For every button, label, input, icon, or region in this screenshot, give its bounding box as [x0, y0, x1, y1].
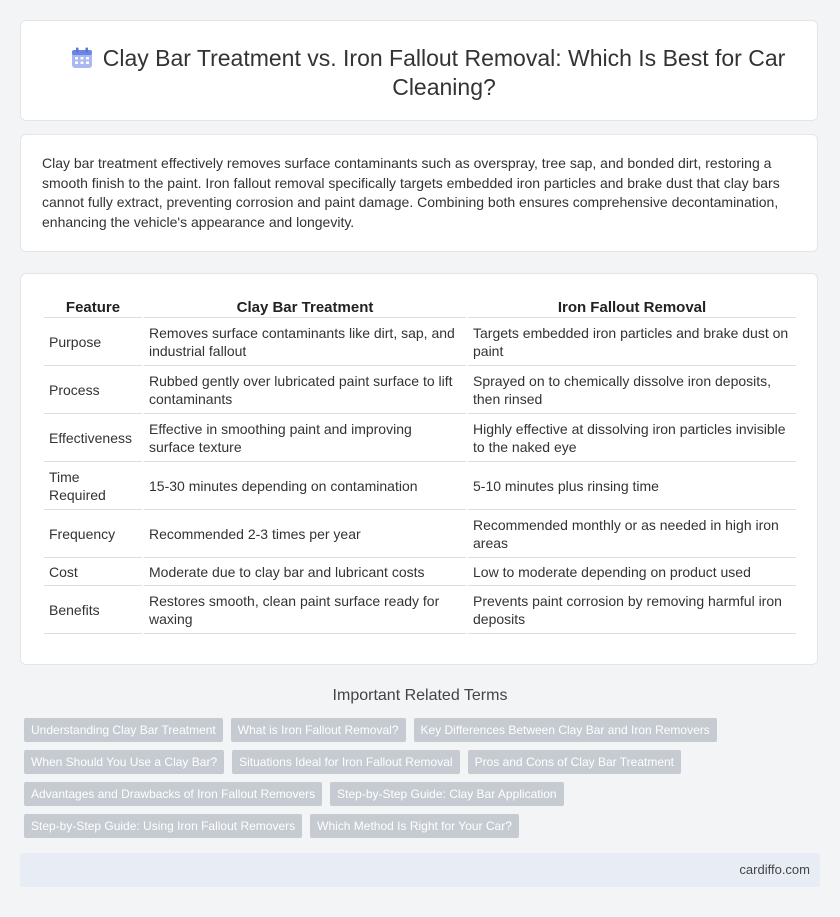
intro-card [20, 134, 818, 252]
header-card [20, 20, 818, 121]
clay-bar-cell: Removes surface contaminants like dirt, sap, and industrial fallout [144, 318, 466, 366]
related-term-tag[interactable]: When Should You Use a Clay Bar? [24, 750, 224, 774]
page-title: Clay Bar Treatment vs. Iron Fallout Removal: Which Is Best for Car Cleaning? [102, 45, 786, 100]
clay-bar-cell: 15-30 minutes depending on contamination [144, 462, 466, 510]
clay-bar-cell: Recommended 2-3 times per year [144, 510, 466, 558]
iron-fallout-cell: Sprayed on to chemically dissolve iron deposits, then rinsed [468, 366, 796, 414]
clay-bar-cell: Restores smooth, clean paint surface ready for waxing [144, 586, 466, 634]
related-term-tag[interactable]: Advantages and Drawbacks of Iron Fallout Removers [24, 782, 322, 806]
iron-fallout-cell: Low to moderate depending on product used [468, 558, 796, 586]
feature-cell: Purpose [44, 318, 142, 366]
comparison-table-card [20, 273, 818, 665]
feature-cell: Benefits [44, 586, 142, 634]
feature-cell: Cost [44, 558, 142, 586]
table-header-row [44, 297, 796, 318]
footer-site-link[interactable]: cardiffo.com [739, 862, 810, 877]
intro-paragraph: Clay bar treatment effectively removes surface contaminants such as overspray, tree sap, and bonded dirt, restoring a smooth finish to the paint. Iron fallout removal specifically targets embedded iron particles and brake dust that clay bars cannot fully extract, preventing corrosion and paint damage. Combining both ensures comprehensive decontamination, enhancing the vehicle's appearance and longevity. [42, 155, 780, 230]
table-row [44, 462, 796, 510]
related-term-tag[interactable]: Understanding Clay Bar Treatment [24, 718, 223, 742]
clay-bar-cell: Effective in smoothing paint and improving surface texture [144, 414, 466, 462]
feature-cell: Process [44, 366, 142, 414]
related-term-tag[interactable]: Situations Ideal for Iron Fallout Removal [232, 750, 459, 774]
related-term-tag[interactable]: Step-by-Step Guide: Clay Bar Application [330, 782, 563, 806]
tag-row [24, 782, 824, 806]
iron-fallout-cell: Prevents paint corrosion by removing harmful iron deposits [468, 586, 796, 634]
feature-cell: Frequency [44, 510, 142, 558]
table-row [44, 586, 796, 634]
related-terms-tags [24, 718, 824, 846]
related-term-tag[interactable]: Step-by-Step Guide: Using Iron Fallout Removers [24, 814, 302, 838]
related-term-tag[interactable]: Pros and Cons of Clay Bar Treatment [468, 750, 681, 774]
iron-fallout-cell: Targets embedded iron particles and brake dust on paint [468, 318, 796, 366]
footer [20, 853, 820, 887]
iron-fallout-cell: 5-10 minutes plus rinsing time [468, 462, 796, 510]
comparison-table [42, 297, 798, 634]
tag-row [24, 718, 824, 742]
table-row [44, 510, 796, 558]
table-row [44, 558, 796, 586]
iron-fallout-cell: Recommended monthly or as needed in high iron areas [468, 510, 796, 558]
table-row [44, 366, 796, 414]
clay-bar-cell: Rubbed gently over lubricated paint surface to lift contaminants [144, 366, 466, 414]
feature-cell: Time Required [44, 462, 142, 510]
clay-bar-cell: Moderate due to clay bar and lubricant costs [144, 558, 466, 586]
column-header-feature: Feature [44, 297, 142, 318]
related-term-tag[interactable]: Which Method Is Right for Your Car? [310, 814, 519, 838]
iron-fallout-cell: Highly effective at dissolving iron particles invisible to the naked eye [468, 414, 796, 462]
table-row [44, 318, 796, 366]
feature-cell: Effectiveness [44, 414, 142, 462]
related-term-tag[interactable]: What is Iron Fallout Removal? [231, 718, 406, 742]
related-terms-title: Important Related Terms [332, 687, 508, 704]
tag-row [24, 750, 824, 774]
related-term-tag[interactable]: Key Differences Between Clay Bar and Iron Removers [414, 718, 717, 742]
column-header-clay-bar: Clay Bar Treatment [144, 297, 466, 318]
tag-row [24, 814, 824, 838]
column-header-iron-fallout: Iron Fallout Removal [468, 297, 796, 318]
table-row [44, 414, 796, 462]
